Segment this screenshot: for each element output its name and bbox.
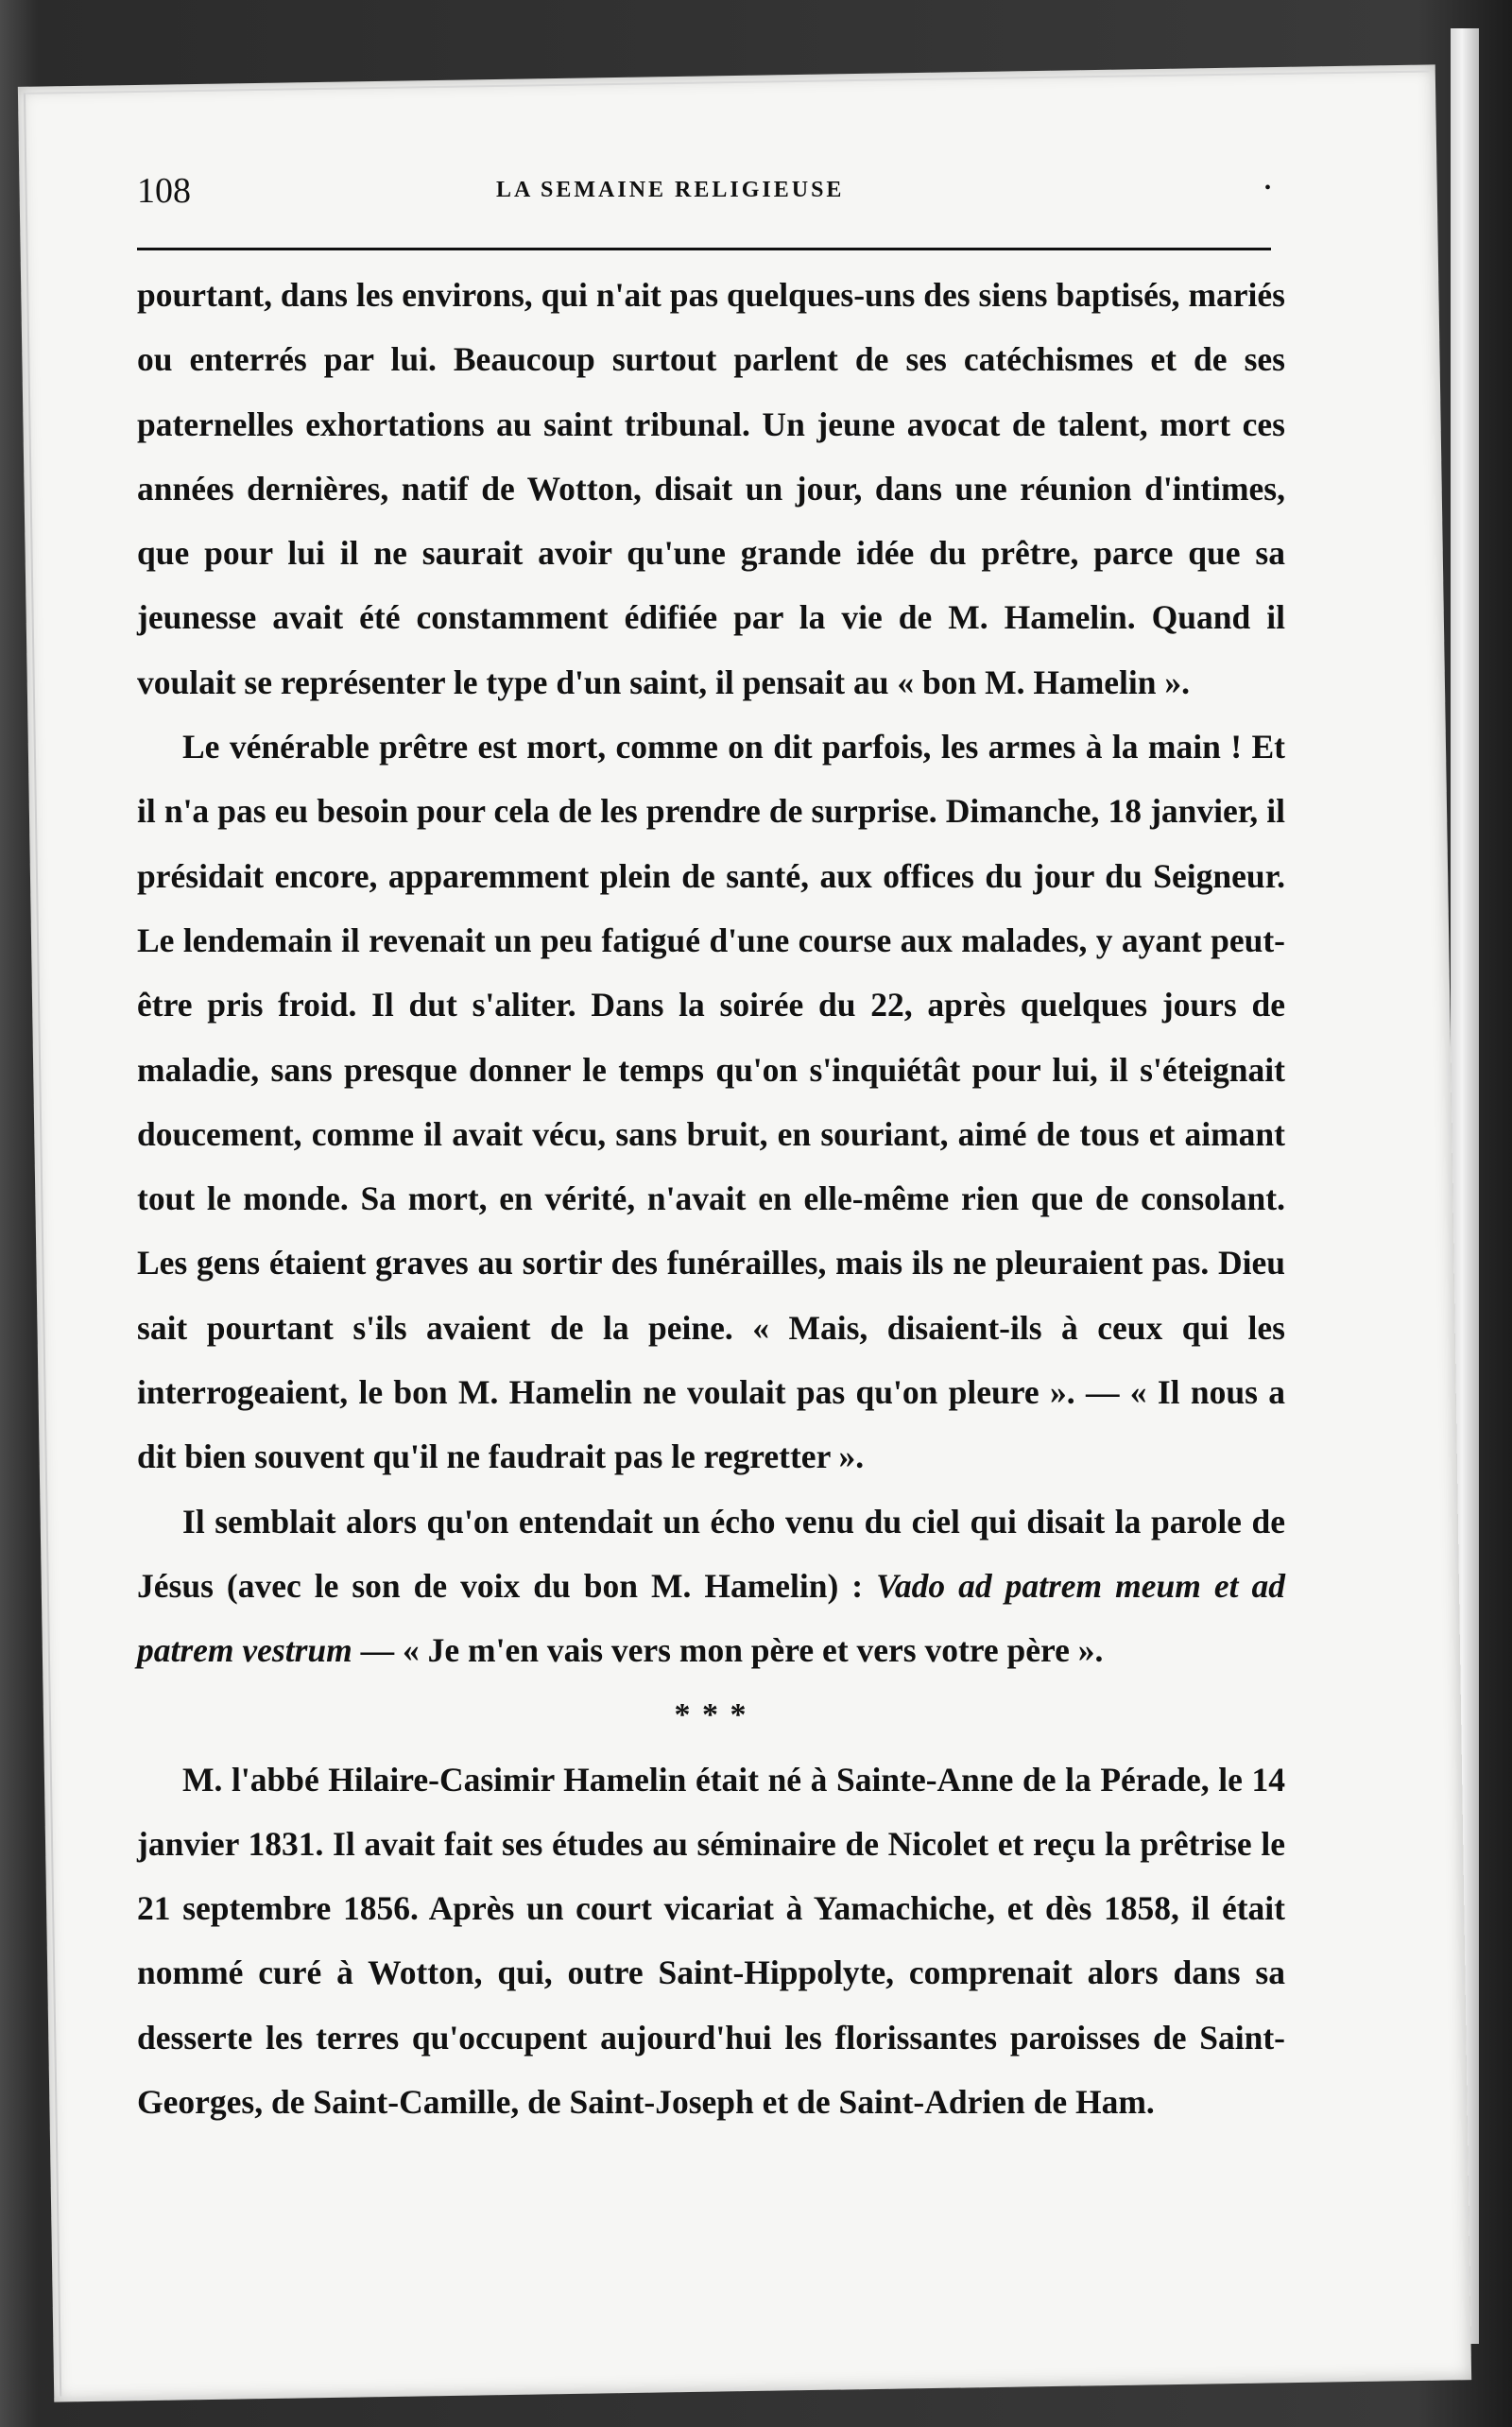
body-text xyxy=(137,263,1285,2134)
header-dot: • xyxy=(1263,178,1271,198)
paragraph-2: Le vénérable prêtre est mort, comme on dit parfois, les armes à la main ! Et il n'a pas eu besoin pour cela de les prendre de surprise. Dimanche, 18 janvier, il présidait encore, apparemment plein de santé, aux offices du jour du Seigneur. Le lendemain il revenait un peu fatigué d'une course aux malades, y ayant peut-être pris froid. Il dut s'aliter. Dans la soirée du 22, après quelques jours de maladie, sans presque donner le temps qu'on s'inquiétât pour lui, il s'éteignait doucement, comme il avait vécu, sans bruit, en souriant, aimé de tous et aimant tout le monde. Sa mort, en vérité, n'avait en elle-même rien que de consolant. Les gens étaient graves au sortir des funérailles, mais ils ne pleuraient pas. Dieu sait pourtant s'ils avaient de la peine. « Mais, disaient-ils à ceux qui les interrogeaient, le bon M. Hamelin ne voulait pas qu'on pleure ». — « Il nous a dit bien souvent qu'il ne faudrait pas le regretter ». xyxy=(137,728,1285,1476)
page-header xyxy=(137,170,1271,227)
running-head: LA SEMAINE RELIGIEUSE xyxy=(496,178,845,202)
paragraph-3-before: Il semblait alors qu'on entendait un écho venu du ciel qui disait la parole de Jésus (avec le son de voix du bon M. Hamelin) : xyxy=(137,1502,1285,1605)
header-rule xyxy=(137,248,1271,250)
paragraph-3 xyxy=(137,1489,1285,1683)
paragraph-3-after: — « Je m'en vais vers mon père et vers votre père ». xyxy=(352,1631,1104,1670)
paragraph-1: pourtant, dans les environs, qui n'ait pas quelques-uns des siens baptisés, mariés ou enterrés par lui. Beaucoup surtout parlent de ses catéchismes et de ses paternelles exhortations au saint tribunal. Un jeune avocat de talent, mort ces années dernières, natif de Wotton, disait un jour, dans une réunion d'intimes, que pour lui il ne saurait avoir qu'une grande idée du prêtre, parce que sa jeunesse avait été constamment édifiée par la vie de M. Hamelin. Quand il voulait se représenter le type d'un saint, il pensait au « bon M. Hamelin ». xyxy=(137,276,1285,701)
section-separator: * * * xyxy=(674,1696,748,1732)
paragraph-4: M. l'abbé Hilaire-Casimir Hamelin était né à Sainte-Anne de la Pérade, le 14 janvier 1831. Il avait fait ses études au séminaire de Nicolet et reçu la prêtrise le 21 septembre 1856. Après un court vicariat à Yamachiche, et dès 1858, il était nommé curé à Wotton, qui, outre Saint-Hippolyte, comprenait alors dans sa desserte les terres qu'occupent aujourd'hui les florissantes paroisses de Saint-Georges, de Saint-Camille, de Saint-Joseph et de Saint-Adrien de Ham. xyxy=(137,1760,1285,2122)
page-number: 108 xyxy=(137,171,191,211)
latin-quote: Vado ad patrem meum et ad patrem vestrum xyxy=(137,1566,1285,1670)
